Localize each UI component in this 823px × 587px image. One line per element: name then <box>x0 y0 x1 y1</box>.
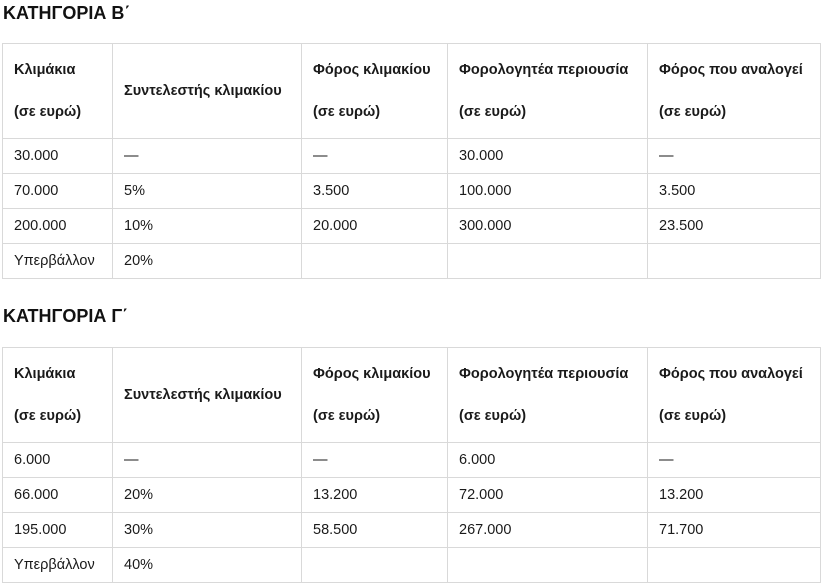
table-cell: — <box>302 443 448 478</box>
table-cell: 3.500 <box>648 174 821 209</box>
table-row <box>3 244 821 279</box>
table-cell <box>448 548 648 583</box>
table-cell: 200.000 <box>3 209 113 244</box>
section-title-category-b: ΚΑΤΗΓΟΡΙΑ Β΄ <box>3 3 131 23</box>
table-cell: 6.000 <box>3 443 113 478</box>
table-cell: 20% <box>113 478 302 513</box>
table-cell: 71.700 <box>648 513 821 548</box>
table-cell: Υπερβάλλον <box>3 244 113 279</box>
table-cell: 30% <box>113 513 302 548</box>
header-bracket-tax: Φόρος κλιμακίου (σε ευρώ) <box>302 44 448 139</box>
header-bracket-tax: Φόρος κλιμακίου (σε ευρώ) <box>302 348 448 443</box>
table-cell: 3.500 <box>302 174 448 209</box>
table-cell: — <box>648 139 821 174</box>
header-brackets: Κλιμάκια (σε ευρώ) <box>3 348 113 443</box>
table-cell: 30.000 <box>448 139 648 174</box>
table-header-row <box>3 44 821 139</box>
table-cell <box>448 244 648 279</box>
table-cell: 195.000 <box>3 513 113 548</box>
header-brackets: Κλιμάκια (σε ευρώ) <box>3 44 113 139</box>
table-cell: 72.000 <box>448 478 648 513</box>
table-row <box>3 513 821 548</box>
header-taxable-property: Φορολογητέα περιουσία (σε ευρώ) <box>448 44 648 139</box>
header-bracket-rate: Συντελεστής κλιμακίου <box>113 348 302 443</box>
table-header-row <box>3 348 821 443</box>
table-cell: 66.000 <box>3 478 113 513</box>
table-cell <box>648 548 821 583</box>
tax-table-category-g <box>2 347 821 583</box>
table-cell: 70.000 <box>3 174 113 209</box>
table-cell: 100.000 <box>448 174 648 209</box>
table-row <box>3 548 821 583</box>
table-cell: 267.000 <box>448 513 648 548</box>
table-cell <box>648 244 821 279</box>
table-cell: — <box>648 443 821 478</box>
table-cell: 300.000 <box>448 209 648 244</box>
table-cell: 10% <box>113 209 302 244</box>
table-cell: Υπερβάλλον <box>3 548 113 583</box>
header-taxable-property: Φορολογητέα περιουσία (σε ευρώ) <box>448 348 648 443</box>
section-title-category-g: ΚΑΤΗΓΟΡΙΑ Γ΄ <box>3 306 129 326</box>
table-cell: 30.000 <box>3 139 113 174</box>
table-cell: 6.000 <box>448 443 648 478</box>
tax-table-category-b <box>2 43 821 279</box>
table-row <box>3 174 821 209</box>
table-row <box>3 209 821 244</box>
header-tax-due: Φόρος που αναλογεί (σε ευρώ) <box>648 348 821 443</box>
table-row <box>3 139 821 174</box>
table-cell: 20.000 <box>302 209 448 244</box>
table-cell <box>302 244 448 279</box>
table-cell: 58.500 <box>302 513 448 548</box>
table-cell: 23.500 <box>648 209 821 244</box>
table-row <box>3 478 821 513</box>
table-row <box>3 443 821 478</box>
header-bracket-rate: Συντελεστής κλιμακίου <box>113 44 302 139</box>
table-cell: 13.200 <box>648 478 821 513</box>
table-cell: 20% <box>113 244 302 279</box>
table-cell: — <box>302 139 448 174</box>
table-cell: 40% <box>113 548 302 583</box>
header-tax-due: Φόρος που αναλογεί (σε ευρώ) <box>648 44 821 139</box>
table-cell: 13.200 <box>302 478 448 513</box>
table-cell: 5% <box>113 174 302 209</box>
table-cell: — <box>113 443 302 478</box>
table-cell: — <box>113 139 302 174</box>
table-cell <box>302 548 448 583</box>
